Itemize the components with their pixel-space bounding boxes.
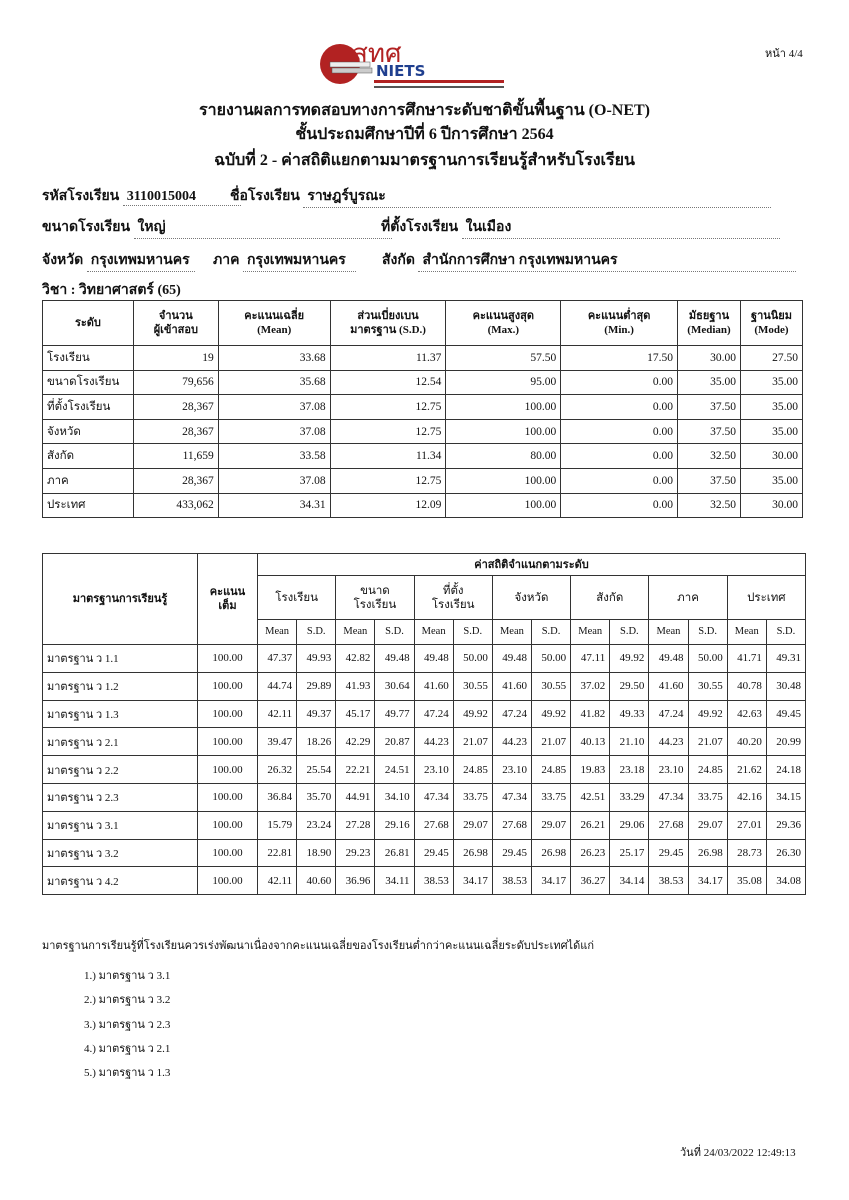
table-cell: 37.08	[218, 468, 330, 493]
table-cell: 29.07	[531, 811, 570, 839]
table-row	[43, 444, 803, 469]
table-cell: 42.16	[727, 783, 766, 811]
table-cell: 24.51	[375, 756, 414, 784]
logo-thai-text: สทศ	[352, 40, 402, 69]
table-cell: 47.37	[258, 645, 297, 673]
table-cell: 100.00	[198, 811, 258, 839]
table1-header: คะแนนสูงสุด (Max.)	[446, 301, 561, 346]
school-location-field: ที่ตั้งโรงเรียน ในเมือง	[381, 216, 780, 239]
table-row	[43, 419, 803, 444]
table-cell: 12.54	[330, 370, 446, 395]
table-cell: 26.98	[453, 839, 492, 867]
table-cell: 49.37	[297, 700, 336, 728]
table-cell: 49.77	[375, 700, 414, 728]
table-cell: 33.29	[610, 783, 649, 811]
table-cell: 27.01	[727, 811, 766, 839]
table-cell: 27.68	[492, 811, 531, 839]
table-cell: 23.10	[492, 756, 531, 784]
table-row	[43, 839, 806, 867]
table-cell: 49.31	[766, 645, 805, 673]
table-cell: 26.30	[766, 839, 805, 867]
table-cell: 20.87	[375, 728, 414, 756]
table-cell: มาตรฐาน ว 1.2	[43, 672, 198, 700]
table-cell: 11.37	[330, 346, 446, 371]
report-edition: ฉบับที่ 2 - ค่าสถิติแยกตามมาตรฐานการเรียนรู้สำหรับโรงเรียน	[214, 152, 635, 169]
sd-header: S.D.	[375, 620, 414, 645]
table-cell: 21.07	[531, 728, 570, 756]
table-cell: 33.75	[688, 783, 727, 811]
table-cell: 28.73	[727, 839, 766, 867]
table-row	[43, 672, 806, 700]
table-cell: จังหวัด	[43, 419, 134, 444]
table-cell: 44.91	[336, 783, 375, 811]
table-cell: 12.75	[330, 419, 446, 444]
table-cell: 26.98	[531, 839, 570, 867]
table-cell: ภาค	[43, 468, 134, 493]
table-cell: 27.28	[336, 811, 375, 839]
sd-header: S.D.	[610, 620, 649, 645]
table-cell: 100.00	[198, 867, 258, 895]
table-cell: 49.48	[649, 645, 688, 673]
table-cell: 34.17	[688, 867, 727, 895]
table-cell: 0.00	[561, 493, 678, 518]
table-cell: 44.23	[492, 728, 531, 756]
subject-label: วิชา : วิทยาศาสตร์ (65)	[42, 283, 181, 298]
table-row	[43, 700, 806, 728]
table-cell: 18.26	[297, 728, 336, 756]
page-number: หน้า 4/4	[765, 48, 803, 60]
table-cell: 41.71	[727, 645, 766, 673]
standards-stats-table	[42, 553, 806, 895]
sd-header: S.D.	[688, 620, 727, 645]
table-cell: 21.62	[727, 756, 766, 784]
table-cell: 79,656	[133, 370, 218, 395]
sd-header: S.D.	[297, 620, 336, 645]
province-field: จังหวัด กรุงเทพมหานคร	[42, 249, 195, 272]
table-row	[43, 728, 806, 756]
recommended-standard: 5.) มาตรฐาน ว 1.3	[84, 1067, 171, 1080]
table1-header: คะแนนเฉลี่ย (Mean)	[218, 301, 330, 346]
table-cell: 42.11	[258, 867, 297, 895]
table-cell: 100.00	[198, 756, 258, 784]
table-cell: มาตรฐาน ว 3.1	[43, 811, 198, 839]
table-cell: 12.75	[330, 395, 446, 420]
table-cell: 37.50	[678, 419, 741, 444]
table-cell: 30.00	[740, 493, 802, 518]
table-cell: 38.53	[492, 867, 531, 895]
school-code-field: รหัสโรงเรียน 3110015004	[42, 185, 241, 207]
mean-header: Mean	[414, 620, 453, 645]
table-cell: 80.00	[446, 444, 561, 469]
table-cell: 21.07	[688, 728, 727, 756]
table-cell: 23.10	[649, 756, 688, 784]
table-cell: 30.55	[453, 672, 492, 700]
table-cell: 49.48	[414, 645, 453, 673]
table-cell: 40.20	[727, 728, 766, 756]
table-cell: 29.36	[766, 811, 805, 839]
table-cell: 23.18	[610, 756, 649, 784]
table-cell: 38.53	[649, 867, 688, 895]
table-cell: 100.00	[198, 700, 258, 728]
table-cell: 47.34	[649, 783, 688, 811]
sd-header: S.D.	[531, 620, 570, 645]
mean-header: Mean	[571, 620, 610, 645]
table-cell: 26.81	[375, 839, 414, 867]
table-cell: 29.07	[688, 811, 727, 839]
table-cell: 100.00	[446, 419, 561, 444]
level-header: ที่ตั้ง โรงเรียน	[414, 576, 492, 620]
table-cell: 35.00	[740, 468, 802, 493]
table-cell: ประเทศ	[43, 493, 134, 518]
table-cell: มาตรฐาน ว 1.3	[43, 700, 198, 728]
table-cell: 50.00	[688, 645, 727, 673]
level-header: ภาค	[649, 576, 727, 620]
table-cell: 100.00	[198, 645, 258, 673]
table-cell: 50.00	[531, 645, 570, 673]
table-cell: 57.50	[446, 346, 561, 371]
table1-header: ส่วนเบี่ยงเบน มาตรฐาน (S.D.)	[330, 301, 446, 346]
table-cell: 42.29	[336, 728, 375, 756]
header-standard: มาตรฐานการเรียนรู้	[43, 554, 198, 645]
table-cell: 29.45	[492, 839, 531, 867]
table-row	[43, 370, 803, 395]
table-cell: 29.06	[610, 811, 649, 839]
table-cell: 0.00	[561, 444, 678, 469]
table-cell: 36.96	[336, 867, 375, 895]
table-cell: 26.32	[258, 756, 297, 784]
header-stats-by-level: ค่าสถิติจำแนกตามระดับ	[258, 554, 806, 576]
table-cell: 21.07	[453, 728, 492, 756]
level-header: ขนาด โรงเรียน	[336, 576, 414, 620]
table-cell: 11.34	[330, 444, 446, 469]
header-full-score: คะแนน เต็ม	[198, 554, 258, 645]
table-cell: 42.82	[336, 645, 375, 673]
table-cell: 49.92	[531, 700, 570, 728]
table-cell: 35.08	[727, 867, 766, 895]
table-cell: 37.50	[678, 395, 741, 420]
table-cell: 12.09	[330, 493, 446, 518]
table-cell: 49.93	[297, 645, 336, 673]
table1-header: ระดับ	[43, 301, 134, 346]
table-cell: 24.85	[531, 756, 570, 784]
table-cell: 28,367	[133, 419, 218, 444]
table-cell: 42.11	[258, 700, 297, 728]
report-title: รายงานผลการทดสอบทางการศึกษาระดับชาติขั้นพื้นฐาน (O-NET)	[199, 102, 650, 119]
table-cell: 34.14	[610, 867, 649, 895]
table-cell: 24.18	[766, 756, 805, 784]
table1-header: มัธยฐาน (Median)	[678, 301, 741, 346]
table-cell: 24.85	[688, 756, 727, 784]
table-cell: 47.24	[414, 700, 453, 728]
table-cell: 30.55	[688, 672, 727, 700]
table-cell: 47.24	[649, 700, 688, 728]
table-cell: 100.00	[446, 468, 561, 493]
table-cell: 27.68	[414, 811, 453, 839]
table-cell: 44.23	[414, 728, 453, 756]
recommendation-note: มาตรฐานการเรียนรู้ที่โรงเรียนควรเร่งพัฒนาเนื่องจากคะแนนเฉลี่ยของโรงเรียนต่ำกว่าคะแนนเฉลี่ยระดับประเทศได้แก่	[42, 940, 594, 952]
table-cell: 19	[133, 346, 218, 371]
table-cell: 41.60	[492, 672, 531, 700]
table-cell: 12.75	[330, 468, 446, 493]
table-cell: 49.92	[688, 700, 727, 728]
table-cell: 35.00	[740, 370, 802, 395]
table-cell: 100.00	[446, 395, 561, 420]
table-cell: 33.75	[453, 783, 492, 811]
table-cell: 0.00	[561, 468, 678, 493]
level-header: สังกัด	[571, 576, 649, 620]
table-cell: มาตรฐาน ว 3.2	[43, 839, 198, 867]
sd-header: S.D.	[453, 620, 492, 645]
region-field: ภาค กรุงเทพมหานคร	[213, 249, 356, 272]
table-cell: 20.99	[766, 728, 805, 756]
table-cell: 95.00	[446, 370, 561, 395]
table-cell: 0.00	[561, 370, 678, 395]
table-cell: 49.33	[610, 700, 649, 728]
table-cell: 29.45	[414, 839, 453, 867]
table-cell: 47.34	[414, 783, 453, 811]
table-cell: 34.11	[375, 867, 414, 895]
table-cell: 100.00	[198, 728, 258, 756]
table-cell: มาตรฐาน ว 2.3	[43, 783, 198, 811]
table-cell: 32.50	[678, 444, 741, 469]
table-cell: ที่ตั้งโรงเรียน	[43, 395, 134, 420]
table-cell: 27.68	[649, 811, 688, 839]
recommended-standard: 1.) มาตรฐาน ว 3.1	[84, 970, 171, 982]
table-cell: 32.50	[678, 493, 741, 518]
mean-header: Mean	[649, 620, 688, 645]
recommended-standard: 4.) มาตรฐาน ว 2.1	[84, 1042, 171, 1055]
table-cell: 41.60	[649, 672, 688, 700]
table-row	[43, 346, 803, 371]
table-cell: 39.47	[258, 728, 297, 756]
mean-header: Mean	[258, 620, 297, 645]
table-cell: 29.50	[610, 672, 649, 700]
table-cell: 37.50	[678, 468, 741, 493]
table-cell: 41.82	[571, 700, 610, 728]
summary-stats-table	[42, 300, 803, 518]
table-cell: 45.17	[336, 700, 375, 728]
affiliation-field: สังกัด สำนักการศึกษา กรุงเทพมหานคร	[382, 249, 796, 272]
table-cell: 29.45	[649, 839, 688, 867]
table-cell: 34.08	[766, 867, 805, 895]
table-cell: 33.58	[218, 444, 330, 469]
table-cell: 40.60	[297, 867, 336, 895]
table-cell: 30.48	[766, 672, 805, 700]
table-cell: 100.00	[198, 839, 258, 867]
table-cell: 37.08	[218, 419, 330, 444]
table-cell: 42.51	[571, 783, 610, 811]
table-cell: 38.53	[414, 867, 453, 895]
table1-header: ฐานนิยม (Mode)	[740, 301, 802, 346]
table-cell: 40.78	[727, 672, 766, 700]
table-cell: 49.45	[766, 700, 805, 728]
recommended-standard: 3.) มาตรฐาน ว 2.3	[84, 1018, 171, 1031]
table-row	[43, 468, 803, 493]
recommended-standard: 2.) มาตรฐาน ว 3.2	[84, 994, 171, 1007]
table-cell: 100.00	[198, 672, 258, 700]
table-cell: 29.89	[297, 672, 336, 700]
table-cell: 34.17	[531, 867, 570, 895]
table-cell: 47.11	[571, 645, 610, 673]
table-cell: 26.98	[688, 839, 727, 867]
sd-header: S.D.	[766, 620, 805, 645]
table-cell: มาตรฐาน ว 2.1	[43, 728, 198, 756]
table-cell: 11,659	[133, 444, 218, 469]
table-cell: 0.00	[561, 395, 678, 420]
table-cell: 100.00	[198, 783, 258, 811]
table-cell: 25.54	[297, 756, 336, 784]
level-header: จังหวัด	[492, 576, 570, 620]
table-cell: 36.27	[571, 867, 610, 895]
table-cell: 30.00	[678, 346, 741, 371]
table-cell: 35.00	[678, 370, 741, 395]
table-cell: สังกัด	[43, 444, 134, 469]
table-cell: 23.10	[414, 756, 453, 784]
table-cell: 37.08	[218, 395, 330, 420]
school-name-field: ชื่อโรงเรียน ราษฎร์บูรณะ	[230, 185, 771, 208]
table-cell: ขนาดโรงเรียน	[43, 370, 134, 395]
table-cell: 23.24	[297, 811, 336, 839]
table-cell: 49.92	[610, 645, 649, 673]
table-cell: 15.79	[258, 811, 297, 839]
table-cell: 30.00	[740, 444, 802, 469]
table-row	[43, 867, 806, 895]
table-cell: 28,367	[133, 395, 218, 420]
table-cell: 47.24	[492, 700, 531, 728]
table-row	[43, 395, 803, 420]
table1-header: จำนวน ผู้เข้าสอบ	[133, 301, 218, 346]
table-cell: มาตรฐาน ว 1.1	[43, 645, 198, 673]
table-cell: 22.81	[258, 839, 297, 867]
table-cell: 49.92	[453, 700, 492, 728]
table-cell: 47.34	[492, 783, 531, 811]
table-cell: 37.02	[571, 672, 610, 700]
niets-logo	[318, 40, 518, 92]
table-cell: 41.93	[336, 672, 375, 700]
table-cell: 28,367	[133, 468, 218, 493]
table-cell: 0.00	[561, 419, 678, 444]
table-cell: 44.23	[649, 728, 688, 756]
print-date: วันที่ 24/03/2022 12:49:13	[680, 1147, 796, 1159]
table-cell: 50.00	[453, 645, 492, 673]
logo-english-text: NIETS	[376, 62, 426, 80]
table-cell: 36.84	[258, 783, 297, 811]
table-cell: 22.21	[336, 756, 375, 784]
table-cell: 29.07	[453, 811, 492, 839]
table-row	[43, 811, 806, 839]
table-cell: 35.00	[740, 395, 802, 420]
table-cell: 35.68	[218, 370, 330, 395]
table-cell: 34.15	[766, 783, 805, 811]
table-row	[43, 783, 806, 811]
table-cell: 44.74	[258, 672, 297, 700]
table-cell: 41.60	[414, 672, 453, 700]
table-cell: 34.31	[218, 493, 330, 518]
table-row	[43, 756, 806, 784]
mean-header: Mean	[336, 620, 375, 645]
level-header: ประเทศ	[727, 576, 805, 620]
table-cell: 433,062	[133, 493, 218, 518]
table-cell: 42.63	[727, 700, 766, 728]
table-row	[43, 493, 803, 518]
table-cell: 26.23	[571, 839, 610, 867]
level-header: โรงเรียน	[258, 576, 336, 620]
table-cell: มาตรฐาน ว 4.2	[43, 867, 198, 895]
table-cell: 19.83	[571, 756, 610, 784]
table-cell: 18.90	[297, 839, 336, 867]
table-cell: 33.68	[218, 346, 330, 371]
table-cell: 35.70	[297, 783, 336, 811]
table-cell: 35.00	[740, 419, 802, 444]
table-cell: 30.55	[531, 672, 570, 700]
table-cell: 25.17	[610, 839, 649, 867]
table-cell: 21.10	[610, 728, 649, 756]
table1-header: คะแนนต่ำสุด (Min.)	[561, 301, 678, 346]
table-cell: 49.48	[492, 645, 531, 673]
school-size-field: ขนาดโรงเรียน ใหญ่	[42, 216, 392, 239]
table-cell: 100.00	[446, 493, 561, 518]
table-cell: 17.50	[561, 346, 678, 371]
table-cell: 33.75	[531, 783, 570, 811]
table-cell: 30.64	[375, 672, 414, 700]
table-cell: 49.48	[375, 645, 414, 673]
table-cell: 24.85	[453, 756, 492, 784]
mean-header: Mean	[492, 620, 531, 645]
table-cell: 29.16	[375, 811, 414, 839]
table-cell: 26.21	[571, 811, 610, 839]
table-cell: 29.23	[336, 839, 375, 867]
mean-header: Mean	[727, 620, 766, 645]
table-cell: 34.10	[375, 783, 414, 811]
table-cell: 40.13	[571, 728, 610, 756]
table-cell: 27.50	[740, 346, 802, 371]
table-cell: 34.17	[453, 867, 492, 895]
report-subtitle: ชั้นประถมศึกษาปีที่ 6 ปีการศึกษา 2564	[295, 126, 554, 143]
table-row	[43, 645, 806, 673]
table-cell: โรงเรียน	[43, 346, 134, 371]
table-cell: มาตรฐาน ว 2.2	[43, 756, 198, 784]
